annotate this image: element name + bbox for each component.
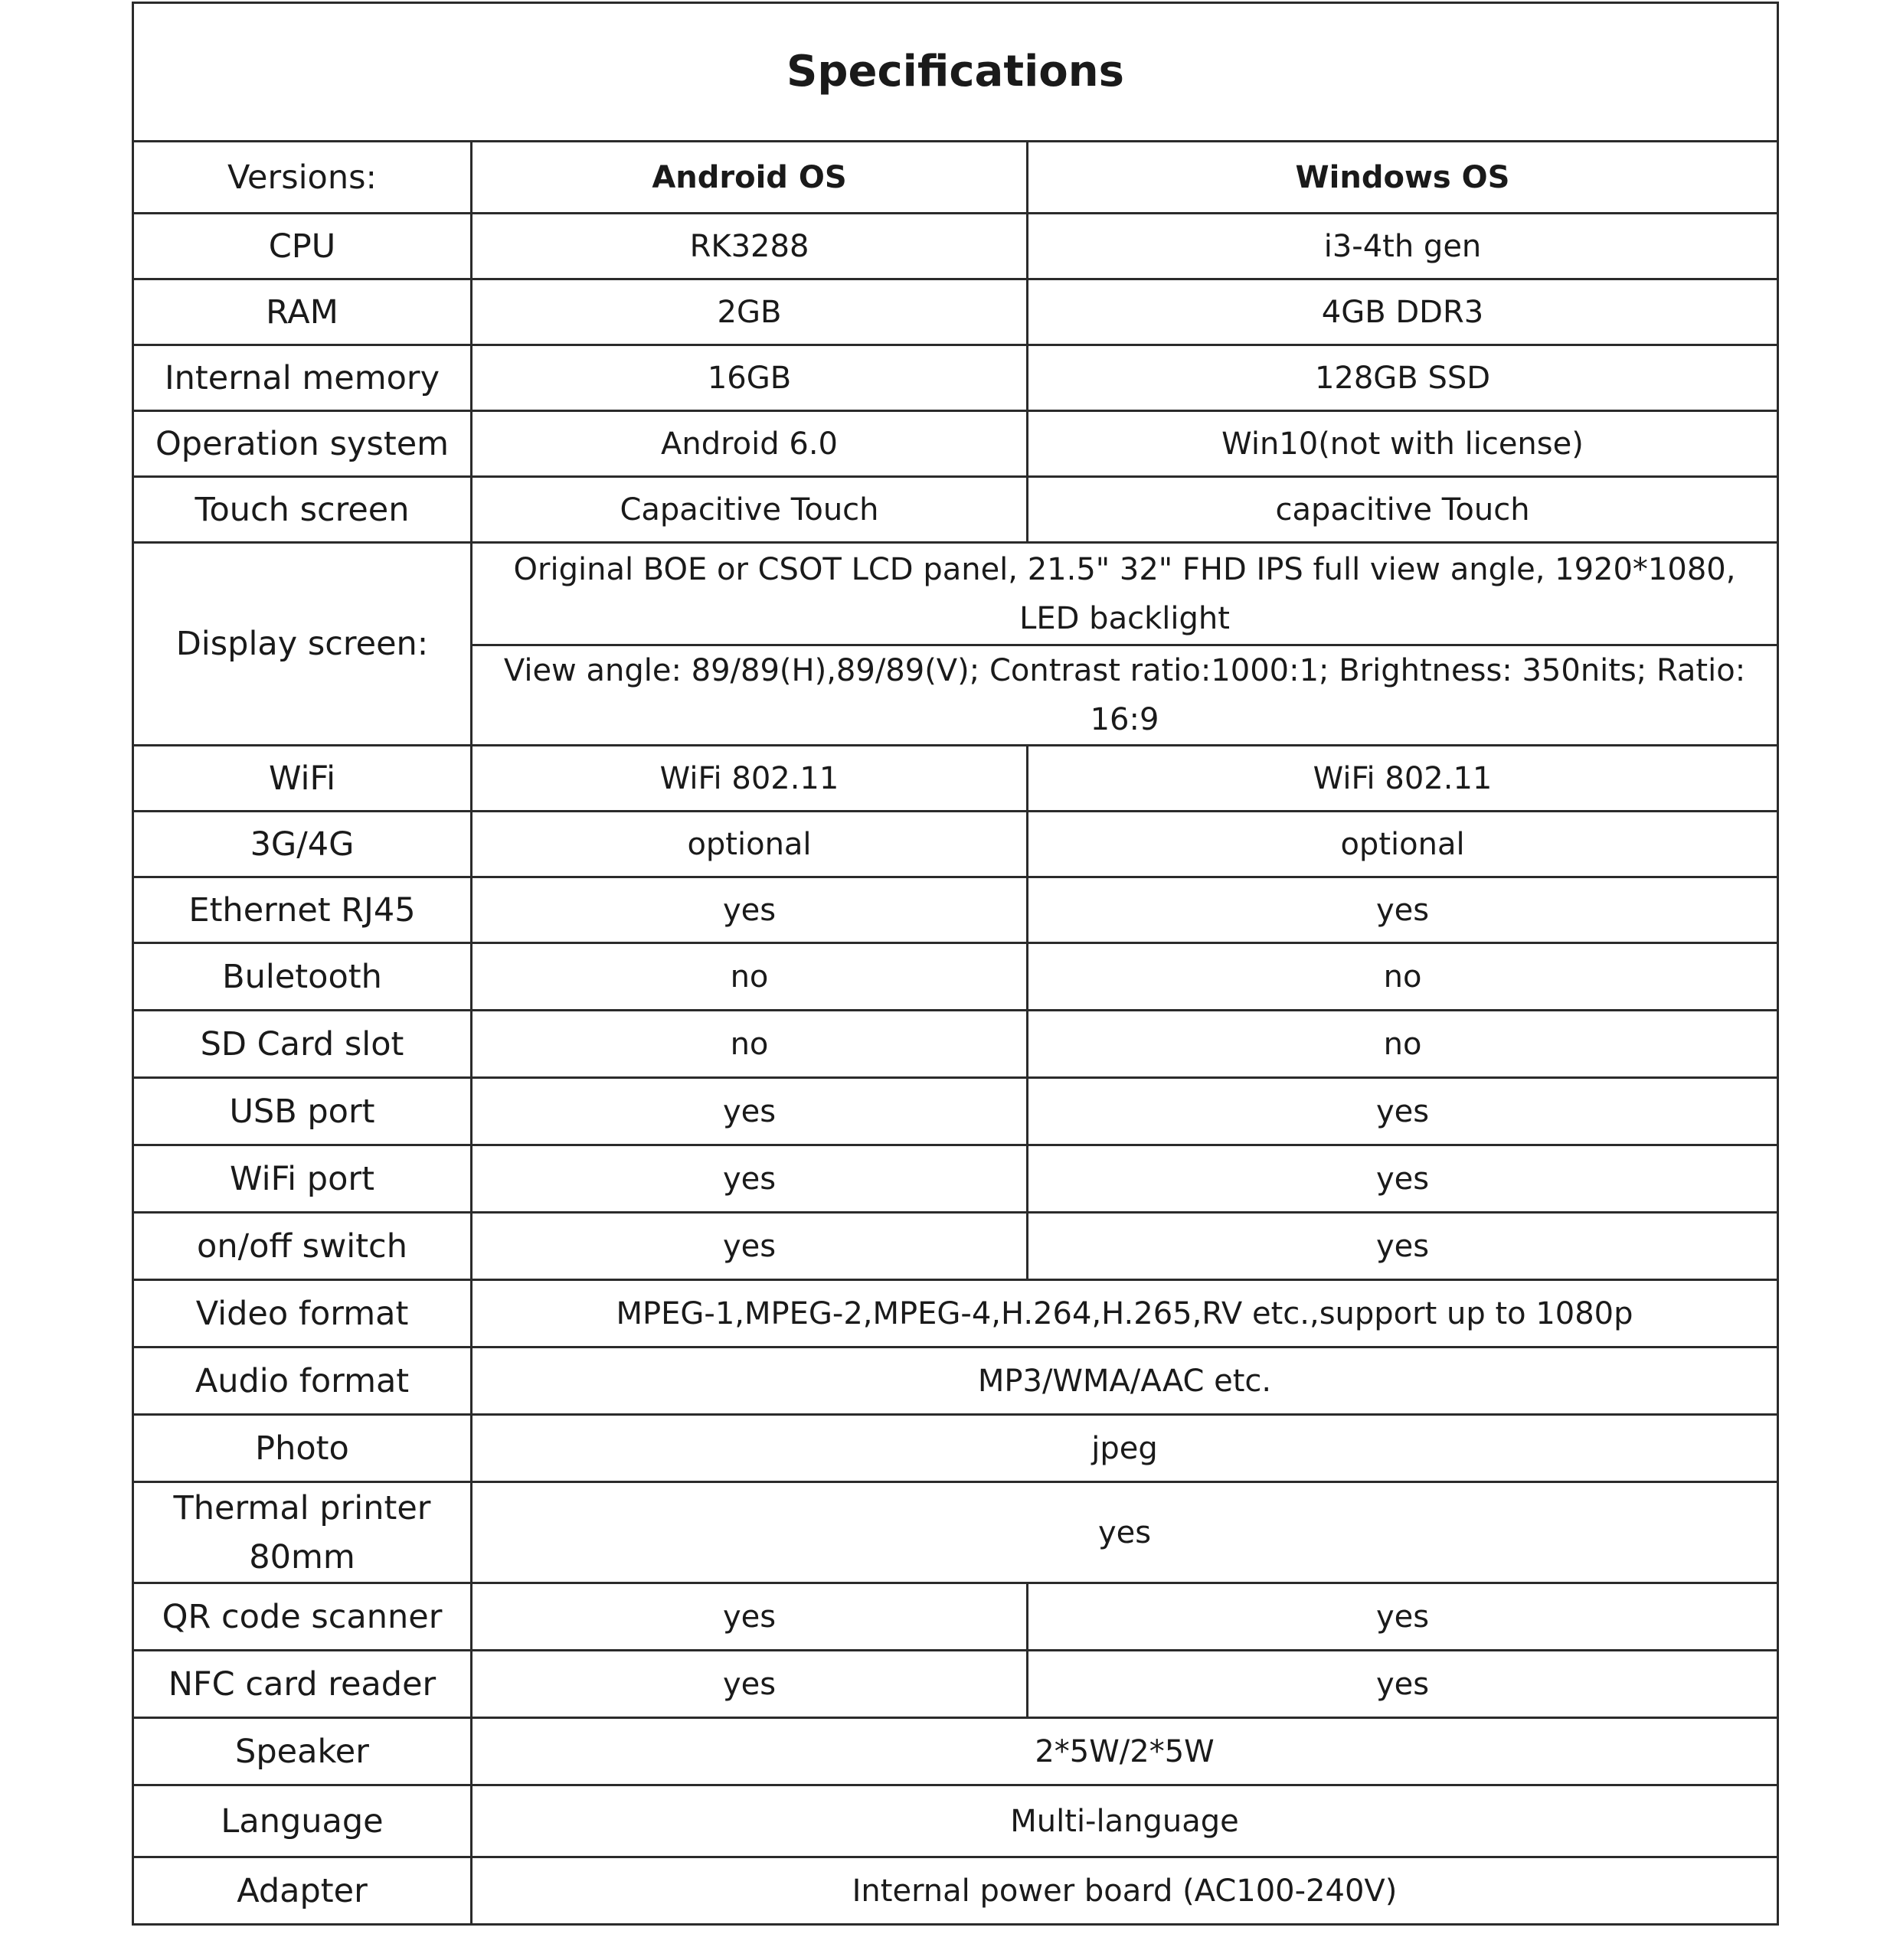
shared-value: Multi-language <box>472 1785 1778 1857</box>
row-label: Photo <box>133 1415 472 1482</box>
spec-row-video-format <box>133 1280 1778 1348</box>
android-value: 2GB <box>472 279 1028 345</box>
spec-row-audio-format <box>133 1348 1778 1415</box>
display-detail-value: View angle: 89/89(H),89/89(V); Contrast ratio:1000:1; Brightness: 350nits; Ratio: 16:9 <box>472 645 1778 746</box>
android-value: yes <box>472 1213 1028 1280</box>
spec-row-3g-4g <box>133 812 1778 877</box>
row-label: SD Card slot <box>133 1011 472 1078</box>
android-value: optional <box>472 812 1028 877</box>
spec-row-ethernet <box>133 877 1778 943</box>
windows-value: yes <box>1028 1145 1778 1213</box>
shared-value: jpeg <box>472 1415 1778 1482</box>
row-label: Ethernet RJ45 <box>133 877 472 943</box>
row-label: Buletooth <box>133 943 472 1011</box>
android-value: yes <box>472 877 1028 943</box>
row-label: Audio format <box>133 1348 472 1415</box>
spec-row-operation-system <box>133 411 1778 477</box>
row-label: Internal memory <box>133 345 472 411</box>
row-label: Speaker <box>133 1718 472 1785</box>
row-label: Language <box>133 1785 472 1857</box>
row-label: Versions: <box>133 142 472 214</box>
specifications-sheet <box>132 2 1777 1926</box>
row-label: Thermal printer 80mm <box>133 1482 472 1583</box>
spec-row-speaker <box>133 1718 1778 1785</box>
display-panel-value: Original BOE or CSOT LCD panel, 21.5" 32" FHD IPS full view angle, 1920*1080, LED backlight <box>472 543 1778 645</box>
spec-row-bluetooth <box>133 943 1778 1011</box>
android-value: RK3288 <box>472 214 1028 279</box>
windows-value: no <box>1028 1011 1778 1078</box>
shared-value: MP3/WMA/AAC etc. <box>472 1348 1778 1415</box>
spec-row-qr-code-scanner <box>133 1583 1778 1651</box>
spec-row-cpu <box>133 214 1778 279</box>
row-label: QR code scanner <box>133 1583 472 1651</box>
row-label: Touch screen <box>133 477 472 543</box>
android-value: yes <box>472 1145 1028 1213</box>
android-column-header: Android OS <box>472 142 1028 214</box>
versions-row <box>133 142 1778 214</box>
windows-value: optional <box>1028 812 1778 877</box>
android-value: WiFi 802.11 <box>472 746 1028 812</box>
windows-value: yes <box>1028 1213 1778 1280</box>
android-value: no <box>472 943 1028 1011</box>
spec-row-internal-memory <box>133 345 1778 411</box>
android-value: yes <box>472 1078 1028 1145</box>
row-label: USB port <box>133 1078 472 1145</box>
shared-value: MPEG-1,MPEG-2,MPEG-4,H.264,H.265,RV etc.,support up to 1080p <box>472 1280 1778 1348</box>
windows-column-header: Windows OS <box>1028 142 1778 214</box>
windows-value: WiFi 802.11 <box>1028 746 1778 812</box>
spec-row-adapter <box>133 1857 1778 1925</box>
spec-row-nfc-card-reader <box>133 1651 1778 1718</box>
row-label: 3G/4G <box>133 812 472 877</box>
windows-value: capacitive Touch <box>1028 477 1778 543</box>
spec-row-thermal-printer <box>133 1482 1778 1583</box>
shared-value: Internal power board (AC100-240V) <box>472 1857 1778 1925</box>
spec-row-photo <box>133 1415 1778 1482</box>
spec-row-on-off-switch <box>133 1213 1778 1280</box>
row-label: Video format <box>133 1280 472 1348</box>
windows-value: yes <box>1028 1078 1778 1145</box>
title-row <box>133 3 1778 142</box>
android-value: Capacitive Touch <box>472 477 1028 543</box>
shared-value: yes <box>472 1482 1778 1583</box>
spec-row-display-screen <box>133 543 1778 645</box>
shared-value: 2*5W/2*5W <box>472 1718 1778 1785</box>
android-value: yes <box>472 1651 1028 1718</box>
row-label: RAM <box>133 279 472 345</box>
windows-value: yes <box>1028 877 1778 943</box>
windows-value: Win10(not with license) <box>1028 411 1778 477</box>
windows-value: i3-4th gen <box>1028 214 1778 279</box>
spec-row-sd-card-slot <box>133 1011 1778 1078</box>
windows-value: no <box>1028 943 1778 1011</box>
windows-value: 4GB DDR3 <box>1028 279 1778 345</box>
row-label: CPU <box>133 214 472 279</box>
row-label: Operation system <box>133 411 472 477</box>
row-label: WiFi <box>133 746 472 812</box>
page-title: Specifications <box>133 3 1778 142</box>
row-label: WiFi port <box>133 1145 472 1213</box>
row-label: NFC card reader <box>133 1651 472 1718</box>
windows-value: 128GB SSD <box>1028 345 1778 411</box>
spec-table <box>132 2 1779 1926</box>
spec-row-wifi-port <box>133 1145 1778 1213</box>
windows-value: yes <box>1028 1651 1778 1718</box>
spec-row-usb-port <box>133 1078 1778 1145</box>
android-value: 16GB <box>472 345 1028 411</box>
android-value: no <box>472 1011 1028 1078</box>
spec-row-touch-screen <box>133 477 1778 543</box>
windows-value: yes <box>1028 1583 1778 1651</box>
spec-row-wifi <box>133 746 1778 812</box>
row-label: Adapter <box>133 1857 472 1925</box>
row-label: on/off switch <box>133 1213 472 1280</box>
spec-row-language <box>133 1785 1778 1857</box>
android-value: Android 6.0 <box>472 411 1028 477</box>
spec-row-ram <box>133 279 1778 345</box>
android-value: yes <box>472 1583 1028 1651</box>
row-label: Display screen: <box>133 543 472 746</box>
